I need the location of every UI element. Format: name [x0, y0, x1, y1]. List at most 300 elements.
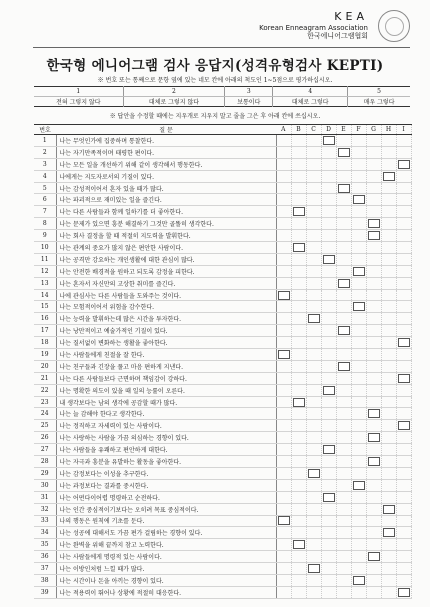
answer-cell: [381, 277, 396, 289]
table-row: [34, 337, 411, 349]
answer-cell: [381, 574, 396, 586]
answer-cell: [351, 135, 366, 147]
question-number: 27: [34, 444, 56, 456]
answer-cell: [396, 158, 411, 170]
question-text: 나는 모험적이어서 위험을 감수한다.: [56, 301, 276, 313]
scale-number: 1: [34, 87, 123, 97]
header-divider: [33, 47, 410, 48]
answer-box[interactable]: [308, 564, 320, 573]
answer-cell: [336, 325, 351, 337]
table-row: [34, 444, 411, 456]
answer-cell: [276, 146, 291, 158]
answer-box[interactable]: [338, 184, 350, 193]
question-text: 나는 무엇인가에 집중하며 통찰한다.: [56, 135, 276, 147]
answer-cell: [321, 586, 336, 598]
scale-number: 3: [225, 87, 273, 97]
answer-cell: [321, 372, 336, 384]
answer-cell: [381, 182, 396, 194]
answer-cell: [336, 479, 351, 491]
answer-cell: [306, 479, 321, 491]
answer-cell: [366, 265, 381, 277]
question-text: 나는 문제가 있으면 흥분 해결하기 그것만 골똘히 생각한다.: [56, 218, 276, 230]
answer-cell: [276, 313, 291, 325]
answer-cell: [306, 551, 321, 563]
answer-cell: [336, 253, 351, 265]
answer-cell: [336, 420, 351, 432]
answer-cell: [336, 586, 351, 598]
answer-cell: [336, 135, 351, 147]
answer-cell: [336, 265, 351, 277]
question-text: 나는 다른 사람들보다 근면하며 책임감이 강하다.: [56, 372, 276, 384]
answer-cell: [276, 337, 291, 349]
question-number: 18: [34, 337, 56, 349]
answer-cell: [381, 289, 396, 301]
question-text: 나는 안전한 배경적을 원하고 되도록 감정을 피한다.: [56, 265, 276, 277]
question-text: 나는 친구들과 긴장을 풀고 마음 편하게 지낸다.: [56, 360, 276, 372]
scale-number: 4: [273, 87, 348, 97]
answer-cell: [396, 182, 411, 194]
answer-cell: [291, 467, 306, 479]
question-text: 나는 감성적이어서 혼자 있을 때가 많다.: [56, 182, 276, 194]
answer-cell: [396, 444, 411, 456]
answer-box[interactable]: [323, 386, 335, 395]
answer-cell: [366, 135, 381, 147]
answer-cell: [291, 360, 306, 372]
answer-cell: [276, 420, 291, 432]
answer-box[interactable]: [338, 326, 350, 335]
table-row: [34, 313, 411, 325]
question-number: 34: [34, 527, 56, 539]
answer-box[interactable]: [278, 350, 290, 359]
table-row: [34, 539, 411, 551]
table-row: [34, 253, 411, 265]
answer-box[interactable]: [293, 243, 305, 252]
answer-box[interactable]: [323, 136, 335, 145]
answer-cell: [291, 527, 306, 539]
answer-cell: [321, 456, 336, 468]
answer-cell: [291, 420, 306, 432]
answer-cell: [396, 242, 411, 254]
answer-cell: [276, 372, 291, 384]
answer-cell: [306, 253, 321, 265]
answer-cell: [291, 456, 306, 468]
answer-box[interactable]: [308, 314, 320, 323]
answer-cell: [321, 467, 336, 479]
table-row: [34, 586, 411, 598]
answer-box[interactable]: [368, 219, 380, 228]
table-row: [34, 277, 411, 289]
answer-cell: [291, 277, 306, 289]
answer-cell: [366, 420, 381, 432]
question-text: 나는 이방인처럼 느낄 때가 많다.: [56, 563, 276, 575]
answer-cell: [381, 527, 396, 539]
answer-cell: [351, 349, 366, 361]
question-number: 11: [34, 253, 56, 265]
answer-cell: [381, 265, 396, 277]
answer-cell: [306, 182, 321, 194]
answer-cell: [321, 503, 336, 515]
answer-cell: [366, 551, 381, 563]
answer-cell: [366, 158, 381, 170]
question-text: 나는 다른 사람들과 함께 일하기를 더 좋아한다.: [56, 206, 276, 218]
answer-cell: [306, 360, 321, 372]
question-text: 나는 성공에 대해서도 가끔 편가 걸림하는 경향이 있다.: [56, 527, 276, 539]
answer-cell: [321, 253, 336, 265]
answer-box[interactable]: [338, 279, 350, 288]
answer-cell: [321, 444, 336, 456]
answer-cell: [366, 182, 381, 194]
answer-cell: [276, 586, 291, 598]
question-number: 3: [34, 158, 56, 170]
answer-cell: [381, 586, 396, 598]
table-row: [34, 194, 411, 206]
answer-cell: [366, 277, 381, 289]
table-row: [34, 420, 411, 432]
answer-cell: [336, 467, 351, 479]
answer-cell: [321, 301, 336, 313]
column-header: C: [306, 125, 321, 135]
question-number: 9: [34, 230, 56, 242]
answer-cell: [351, 479, 366, 491]
answer-cell: [351, 170, 366, 182]
answer-cell: [351, 491, 366, 503]
question-number: 33: [34, 515, 56, 527]
answer-cell: [381, 230, 396, 242]
answer-cell: [306, 158, 321, 170]
answer-cell: [381, 372, 396, 384]
answer-cell: [276, 539, 291, 551]
answer-cell: [396, 396, 411, 408]
answer-cell: [321, 182, 336, 194]
answer-cell: [276, 491, 291, 503]
answer-cell: [351, 384, 366, 396]
answer-box[interactable]: [278, 291, 290, 300]
scale-label: 매우 그렇다: [363, 99, 395, 106]
answer-cell: [276, 135, 291, 147]
answer-box[interactable]: [323, 493, 335, 502]
question-text: 나는 사람들에게 친절을 잘 한다.: [56, 349, 276, 361]
answer-cell: [306, 194, 321, 206]
question-number: 25: [34, 420, 56, 432]
answer-cell: [366, 432, 381, 444]
answer-cell: [321, 479, 336, 491]
answer-box[interactable]: [383, 528, 395, 537]
table-row: [34, 503, 411, 515]
answer-box[interactable]: [308, 469, 320, 478]
answer-cell: [396, 313, 411, 325]
question-text: 나의 행동은 원칙에 기초를 둔다.: [56, 515, 276, 527]
question-number: 17: [34, 325, 56, 337]
question-number: 37: [34, 563, 56, 575]
answer-cell: [291, 491, 306, 503]
answer-box[interactable]: [398, 588, 410, 597]
table-row: [34, 218, 411, 230]
answer-cell: [396, 146, 411, 158]
answer-cell: [291, 563, 306, 575]
question-text: 나는 인간 중심적이기보다는 오히려 목표 중심적이다.: [56, 503, 276, 515]
answer-cell: [276, 158, 291, 170]
question-text: 나는 모든 일을 개선하기 위해 같이 생각해서 행동한다.: [56, 158, 276, 170]
answer-cell: [306, 456, 321, 468]
answer-cell: [366, 206, 381, 218]
question-number: 10: [34, 242, 56, 254]
answer-cell: [351, 586, 366, 598]
answer-cell: [321, 158, 336, 170]
question-text: 나는 혼자서 자신만의 고상한 취미를 즐긴다.: [56, 277, 276, 289]
answer-cell: [336, 408, 351, 420]
answer-box[interactable]: [368, 552, 380, 561]
answer-box[interactable]: [353, 576, 365, 585]
answer-cell: [336, 563, 351, 575]
answer-box[interactable]: [398, 421, 410, 430]
answer-cell: [276, 384, 291, 396]
answer-cell: [291, 444, 306, 456]
question-number: 7: [34, 206, 56, 218]
answer-box[interactable]: [383, 172, 395, 181]
answer-cell: [381, 503, 396, 515]
answer-cell: [336, 301, 351, 313]
answer-cell: [276, 218, 291, 230]
table-row: [34, 158, 411, 170]
table-row: [34, 325, 411, 337]
answer-cell: [336, 515, 351, 527]
answer-cell: [366, 337, 381, 349]
answer-cell: [336, 360, 351, 372]
answer-box[interactable]: [338, 148, 350, 157]
question-text: 나에 관심사는 다른 사람들을 도와주는 것이다.: [56, 289, 276, 301]
column-header: E: [336, 125, 351, 135]
column-header: G: [366, 125, 381, 135]
answer-cell: [276, 170, 291, 182]
answer-cell: [366, 456, 381, 468]
answer-cell: [336, 313, 351, 325]
answer-cell: [306, 289, 321, 301]
answer-box[interactable]: [293, 207, 305, 216]
answer-cell: [336, 206, 351, 218]
answer-cell: [381, 563, 396, 575]
table-row: [34, 182, 411, 194]
answer-cell: [321, 515, 336, 527]
answer-cell: [291, 503, 306, 515]
question-text: 나는 명확한 의도이 있을 때 일의 능률이 오른다.: [56, 384, 276, 396]
answer-cell: [381, 337, 396, 349]
answer-cell: [366, 384, 381, 396]
answer-cell: [321, 135, 336, 147]
answer-cell: [336, 146, 351, 158]
answer-cell: [306, 515, 321, 527]
answer-cell: [321, 218, 336, 230]
answer-cell: [336, 194, 351, 206]
answer-cell: [291, 289, 306, 301]
answer-cell: [366, 586, 381, 598]
answer-cell: [351, 503, 366, 515]
answer-cell: [396, 551, 411, 563]
answer-cell: [306, 527, 321, 539]
answer-box[interactable]: [353, 195, 365, 204]
scale-label: 대체로 그렇지 않다: [123, 97, 225, 107]
answer-cell: [381, 444, 396, 456]
answer-cell: [306, 539, 321, 551]
answer-cell: [291, 384, 306, 396]
answer-cell: [306, 396, 321, 408]
answer-cell: [291, 349, 306, 361]
answer-cell: [381, 218, 396, 230]
question-text: 나는 관계의 중요가 많지 않은 편안한 사람이다.: [56, 242, 276, 254]
question-number: 19: [34, 349, 56, 361]
scale-label: 대체로 그렇다: [273, 97, 348, 107]
answer-box[interactable]: [293, 540, 305, 549]
answer-cell: [291, 515, 306, 527]
question-number: 13: [34, 277, 56, 289]
org-header: [259, 11, 368, 40]
answer-cell: [321, 384, 336, 396]
answer-box[interactable]: [398, 160, 410, 169]
table-row: [34, 146, 411, 158]
answer-cell: [381, 301, 396, 313]
answer-cell: [381, 420, 396, 432]
answer-cell: [336, 218, 351, 230]
answer-cell: [396, 325, 411, 337]
answer-cell: [396, 574, 411, 586]
question-number: 16: [34, 313, 56, 325]
table-row: [34, 491, 411, 503]
answer-cell: [381, 515, 396, 527]
answer-box[interactable]: [323, 445, 335, 454]
answer-cell: [396, 253, 411, 265]
answer-cell: [381, 135, 396, 147]
answer-cell: [396, 265, 411, 277]
answer-cell: [396, 515, 411, 527]
table-row: [34, 396, 411, 408]
answer-cell: [276, 563, 291, 575]
answer-cell: [381, 432, 396, 444]
answer-box[interactable]: [368, 457, 380, 466]
answer-box[interactable]: [368, 231, 380, 240]
answer-cell: [351, 551, 366, 563]
answer-cell: [306, 467, 321, 479]
question-text: 나는 공격만 강요하는 개인생활에 대한 관심이 많다.: [56, 253, 276, 265]
answer-box[interactable]: [368, 409, 380, 418]
answer-cell: [321, 242, 336, 254]
answer-box[interactable]: [383, 505, 395, 514]
question-number: 8: [34, 218, 56, 230]
answer-cell: [336, 444, 351, 456]
answer-cell: [306, 444, 321, 456]
answer-cell: [396, 230, 411, 242]
answer-cell: [276, 182, 291, 194]
answer-box[interactable]: [338, 362, 350, 371]
answer-cell: [336, 349, 351, 361]
answer-cell: [276, 194, 291, 206]
answer-cell: [336, 432, 351, 444]
answer-box[interactable]: [353, 481, 365, 490]
answer-cell: [396, 277, 411, 289]
answer-cell: [366, 467, 381, 479]
answer-box[interactable]: [353, 302, 365, 311]
question-text: 내 생각보다는 남의 생각에 공감할 때가 많다.: [56, 396, 276, 408]
instruction-rating: ※ 번호 또는 통째으로 문항 옆에 있는 네모 칸에 아래의 척도인 1~5점으로 평가하십시오.: [97, 77, 333, 84]
question-text: 나는 사랑하는 사람을 가끔 의심하는 경향이 있다.: [56, 432, 276, 444]
answer-cell: [276, 408, 291, 420]
answer-cell: [366, 563, 381, 575]
table-row: [34, 372, 411, 384]
answer-cell: [336, 182, 351, 194]
answer-cell: [351, 265, 366, 277]
answer-cell: [306, 574, 321, 586]
answer-cell: [321, 337, 336, 349]
question-text: 나는 자극과 흥분을 유발하는 활동을 좋아한다.: [56, 456, 276, 468]
answer-cell: [396, 456, 411, 468]
answer-cell: [276, 396, 291, 408]
table-row: [34, 527, 411, 539]
answer-box[interactable]: [353, 267, 365, 276]
answer-cell: [291, 432, 306, 444]
answer-box[interactable]: [293, 398, 305, 407]
answer-box[interactable]: [368, 433, 380, 442]
answer-cell: [351, 539, 366, 551]
answer-box[interactable]: [398, 374, 410, 383]
answer-cell: [381, 456, 396, 468]
answer-cell: [306, 265, 321, 277]
answer-box[interactable]: [398, 338, 410, 347]
question-number: 38: [34, 574, 56, 586]
table-row: [34, 265, 411, 277]
answer-cell: [396, 539, 411, 551]
answer-cell: [336, 551, 351, 563]
question-number: 36: [34, 551, 56, 563]
answer-cell: [276, 277, 291, 289]
answer-cell: [351, 242, 366, 254]
answer-cell: [321, 349, 336, 361]
answer-cell: [276, 349, 291, 361]
answer-cell: [336, 372, 351, 384]
question-number: 35: [34, 539, 56, 551]
scale-number: 2: [123, 87, 225, 97]
instruction-correction: ※ 답안을 수정할 때에는 지우개로 지우지 말고 줄을 그은 후 아래 칸에 쓰십시오.: [109, 113, 321, 120]
answer-cell: [321, 170, 336, 182]
answer-cell: [336, 242, 351, 254]
answer-cell: [351, 158, 366, 170]
answer-cell: [321, 206, 336, 218]
answer-cell: [351, 563, 366, 575]
answer-box[interactable]: [278, 516, 290, 525]
answer-cell: [381, 408, 396, 420]
question-text: 나는 회사 결정을 할 때 적절히 지도력을 발휘한다.: [56, 230, 276, 242]
org-abbr: KEA: [334, 10, 368, 23]
answer-cell: [396, 135, 411, 147]
answer-cell: [396, 194, 411, 206]
answer-cell: [381, 384, 396, 396]
answer-cell: [351, 277, 366, 289]
answer-cell: [321, 230, 336, 242]
answer-cell: [306, 408, 321, 420]
answer-cell: [306, 170, 321, 182]
column-header: I: [396, 125, 411, 135]
answer-cell: [396, 384, 411, 396]
answer-cell: [306, 586, 321, 598]
answer-cell: [396, 360, 411, 372]
answer-cell: [306, 337, 321, 349]
table-row: [34, 206, 411, 218]
answer-cell: [351, 194, 366, 206]
answer-cell: [291, 408, 306, 420]
answer-box[interactable]: [323, 255, 335, 264]
question-number: 39: [34, 586, 56, 598]
answer-cell: [351, 360, 366, 372]
answer-cell: [366, 349, 381, 361]
answer-cell: [276, 551, 291, 563]
answer-cell: [321, 420, 336, 432]
